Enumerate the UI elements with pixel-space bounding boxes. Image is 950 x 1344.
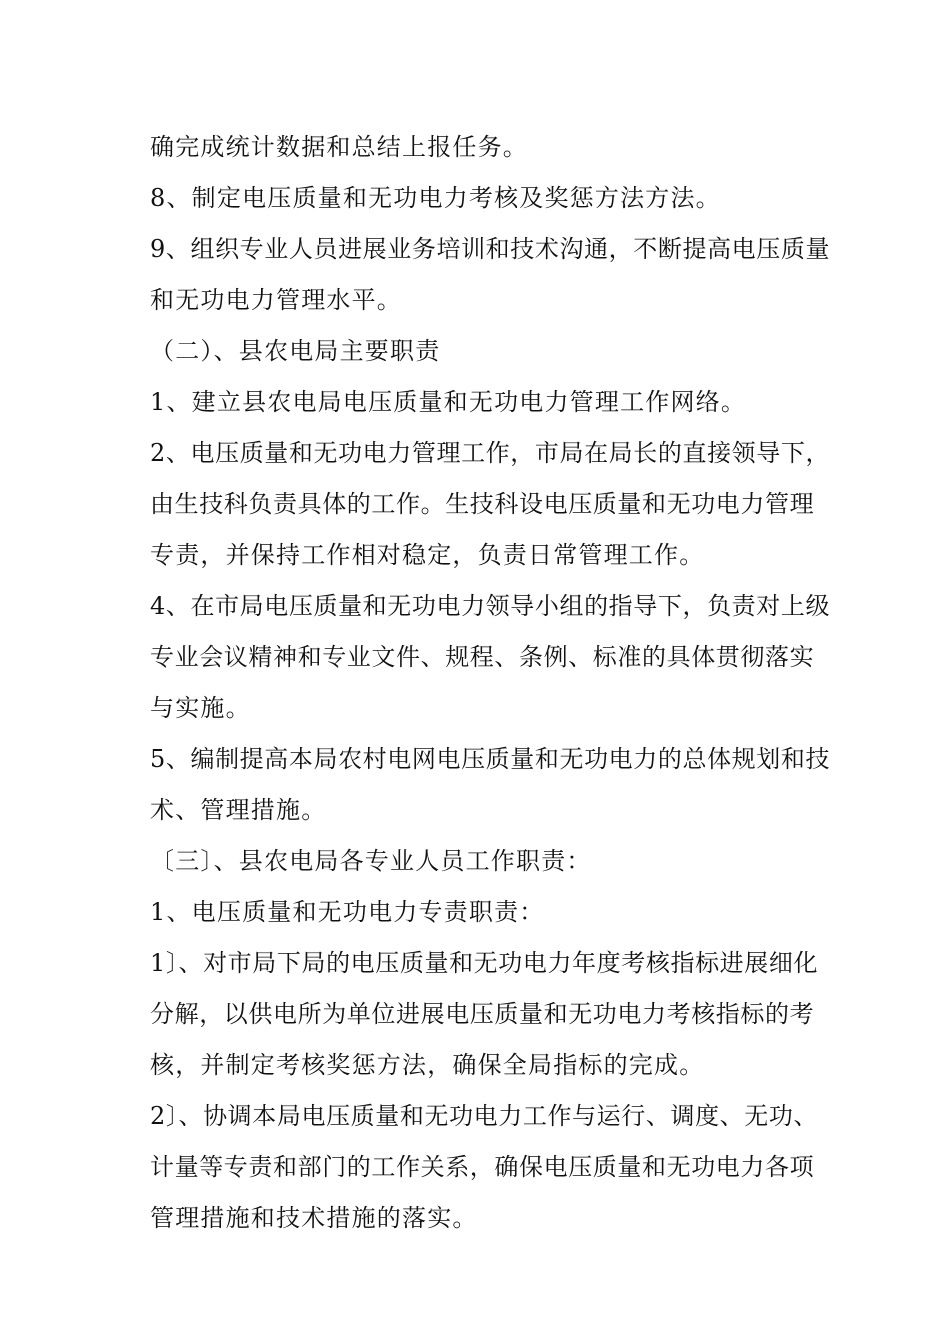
text-line: 由生技科负责具体的工作。生技科设电压质量和无功电力管理 bbox=[150, 490, 815, 518]
document-body bbox=[150, 122, 840, 1244]
text-line: 2、电压质量和无功电力管理工作，市局在局长的直接领导下， bbox=[150, 439, 831, 467]
text-line: 4、在市局电压质量和无功电力领导小组的指导下，负责对上级 bbox=[150, 592, 831, 620]
text-line: 与实施。 bbox=[150, 694, 251, 722]
text-line: 5、编制提高本局农村电网电压质量和无功电力的总体规划和技 bbox=[150, 745, 831, 773]
text-line: 分解，以供电所为单位进展电压质量和无功电力考核指标的考 bbox=[150, 1000, 815, 1028]
text-line: 2〕、协调本局电压质量和无功电力工作与运行、调度、无功、 bbox=[150, 1102, 819, 1130]
text-line: 管理措施和技术措施的落实。 bbox=[150, 1204, 478, 1232]
text-line: 1、建立县农电局电压质量和无功电力管理工作网络。 bbox=[150, 388, 747, 416]
text-line: 术、管理措施。 bbox=[150, 796, 327, 824]
text-line: 9、组织专业人员进展业务培训和技术沟通，不断提高电压质量 bbox=[150, 235, 831, 263]
text-line: 1、电压质量和无功电力专责职责： bbox=[150, 898, 545, 926]
text-line: 确完成统计数据和总结上报任务。 bbox=[150, 133, 528, 161]
text-line: 专业会议精神和专业文件、规程、条例、标准的具体贯彻落实 bbox=[150, 643, 815, 671]
section-heading: 〔三〕、县农电局各专业人员工作职责： bbox=[150, 847, 592, 875]
text-line: 8、制定电压质量和无功电力考核及奖惩方法方法。 bbox=[150, 184, 721, 212]
text-line: 核，并制定考核奖惩方法，确保全局指标的完成。 bbox=[150, 1051, 705, 1079]
text-line: 计量等专责和部门的工作关系，确保电压质量和无功电力各项 bbox=[150, 1153, 815, 1181]
text-line: 和无功电力管理水平。 bbox=[150, 286, 402, 314]
text-line: 专责，并保持工作相对稳定，负责日常管理工作。 bbox=[150, 541, 705, 569]
section-heading: （二）、县农电局主要职责 bbox=[150, 337, 441, 365]
text-line: 1〕、对市局下局的电压质量和无功电力年度考核指标进展细化 bbox=[150, 949, 819, 977]
